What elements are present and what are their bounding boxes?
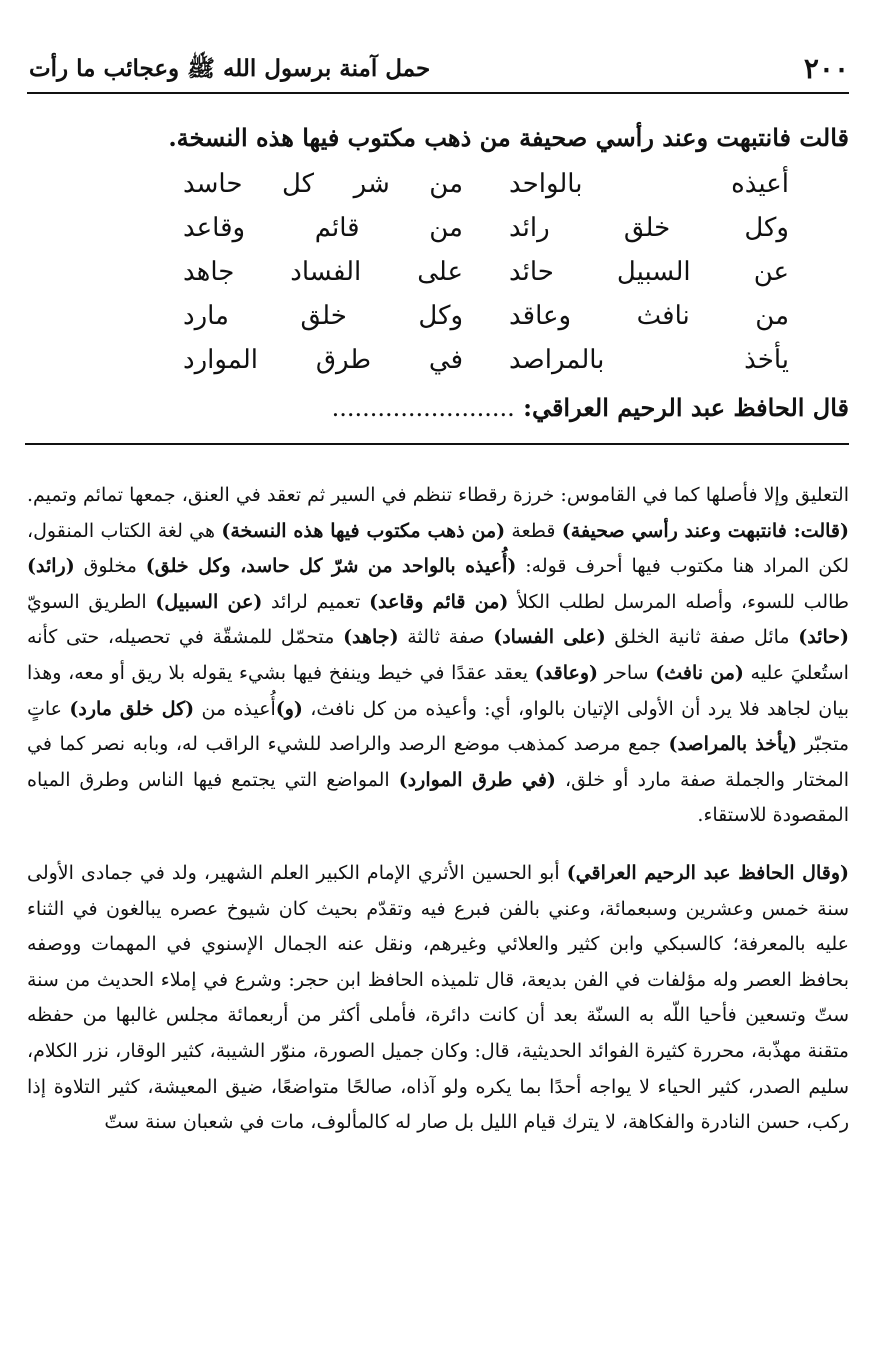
commentary-text: الطريق السويّ (27, 590, 156, 613)
verse-4-second-hemistich: وكل خلق مارد (183, 301, 463, 331)
verse-5-second-hemistich: في طرق الموارد (183, 345, 463, 375)
closing-dots: ........................ (331, 394, 515, 422)
commentary-text: أبو الحسين الأثري الإمام الكبير العلم الشهير، ولد في جمادى الأولى سنة خمس وعشرين وسبعمائة، وعني بالفن فبرع فيه وتقدّم بحيث كان شيوخ عصره يبالغون في الثناء عليه بالمعرفة؛ كالسبكي وابن كثير والعلائي وغيرهم، ونقل عنه الجمال الإسنوي في المهمات ووصفه بحافظ العصر وله مؤلفات في الفن بديعة، قال تلميذه الحافظ ابن حجر: وشرع في إملاء الحديث من سنة ستّ وتسعين فأحيا اللّه به السنّة بعد أن كانت دائرة، فأملى أكثر من أربعمائة مجلس غالبها من حفظه متقنة مهذّبة، محررة كثيرة الفوائد الحديثية، قال: وكان جميل الصورة، منوّر الشيبة، كثير الوقار، نزر الكلام، سليم الصدر، كثير الحياء لا يواجه أحدًا بما يكره ولو آذاه، صالحًا متواضعًا، ضيق المعيشة، كثير التلاوة إذا ركب، حسن النادرة والفكاهة، لا يترك قيام الليل بل صار له كالمألوف، مات في شعبان سنة ستّ (27, 861, 849, 1134)
page-number: ٢٠٠ (803, 52, 849, 85)
commentary-paragraph-1 (27, 478, 849, 834)
intro-line: قالت فانتبهت وعند رأسي صحيفة من ذهب مكتوب فيها هذه النسخة. (168, 123, 849, 152)
commentary-text: قطعة (505, 519, 562, 542)
commentary-text: ساحر (598, 661, 656, 684)
quoted-matn-phrase: (على الفساد) (493, 626, 606, 649)
verse-2-first-hemistich: وكل خلق رائد (509, 213, 789, 243)
commentary-text: أُعيذه من (194, 697, 276, 720)
verse-3-first-hemistich: عن السبيل حائد (509, 257, 789, 287)
commentary (27, 478, 849, 1141)
verse-3 (139, 250, 789, 294)
quoted-matn-phrase: (يأخذ بالمراصد) (668, 733, 798, 756)
verse-2 (139, 206, 789, 250)
commentary-text: طالب للسوء، وأصله المرسل لطلب الكلأ (508, 590, 850, 613)
commentary-text: هي لغة الكتاب المنقول، لكن المراد هنا مكتوب فيها أحرف قوله: (27, 519, 849, 578)
header-rule (27, 92, 849, 94)
verse-3-second-hemistich: على الفساد جاهد (183, 257, 463, 287)
quoted-matn-phrase: (رائد) (27, 555, 75, 578)
commentary-text: مائل صفة ثانية الخلق (605, 626, 799, 649)
verse-2-second-hemistich: من قائم وقاعد (183, 213, 463, 243)
commentary-text: متحمّل للمشقّة في تحصيله، حتى كأنه استُعليَ عليه (27, 626, 849, 684)
poem (139, 162, 789, 382)
quoted-matn-phrase: (وعاقد) (534, 661, 599, 684)
quoted-matn-phrase: (من قائم وقاعد) (369, 590, 509, 613)
quoted-matn-phrase: (وقال الحافظ عبد الرحيم العراقي) (566, 861, 849, 884)
commentary-paragraph-2 (27, 856, 849, 1141)
main-text (29, 116, 849, 428)
verse-5-first-hemistich: يأخذ بالمراصد (509, 345, 789, 375)
quoted-matn-phrase: (أُعيذه بالواحد من شرّ كل حاسد، وكل خلق) (145, 555, 517, 578)
quoted-matn-phrase: (و) (275, 697, 303, 720)
verse-5 (139, 338, 789, 382)
commentary-text: صفة ثالثة (398, 626, 494, 649)
quoted-matn-phrase: (كل خلق مارد) (69, 697, 195, 720)
quoted-matn-phrase: (في طرق الموارد) (398, 768, 556, 791)
quoted-matn-phrase: (من ذهب مكتوب فيها هذه النسخة) (221, 519, 506, 542)
footnote-separator (25, 443, 849, 445)
verse-1 (139, 162, 789, 206)
verse-4 (139, 294, 789, 338)
commentary-text: عاتٍ متجبّر (27, 697, 850, 756)
running-title: حمل آمنة برسول الله ﷺ وعجائب ما رأت (29, 55, 431, 82)
commentary-text: يعقد عقدًا في خيط وينفخ فيها بشيء يقوله بلا ريق أو معه، وهذا بيان لجاهد فلا يرد أن الأولى الإتيان بالواو، أي: وأعيذه من كل نافث، (27, 661, 849, 720)
quoted-matn-phrase: (عن السبيل) (155, 590, 263, 613)
closing-line (29, 388, 849, 428)
commentary-text: مخلوق (74, 555, 146, 578)
commentary-text: المواضع التي يجتمع فيها الناس وطرق المياه المقصودة للاستقاء. (27, 768, 849, 827)
quoted-matn-phrase: (قالت: فانتبهت وعند رأسي صحيفة) (561, 519, 849, 542)
verse-4-first-hemistich: من نافث وعاقد (509, 301, 789, 331)
quoted-matn-phrase: (حائد) (798, 626, 849, 649)
page-header (29, 50, 849, 96)
commentary-text: التعليق وإلا فأصلها كما في القاموس: خرزة رقطاء تنظم في السير ثم تعقد في العنق، جمعها تمائم وتميم. (27, 484, 849, 506)
closing-label: قال الحافظ عبد الرحيم العراقي: (523, 393, 849, 422)
quoted-matn-phrase: (من نافث) (655, 661, 744, 684)
verse-1-first-hemistich: أعيذه بالواحد (509, 169, 789, 199)
commentary-text: جمع مرصد كمذهب موضع الرصد والراصد للشيء الراقب له، وبابه نصر كما في المختار والجملة صفة مارد أو خلق، (27, 733, 850, 791)
commentary-text: تعميم لرائد (262, 590, 370, 613)
quoted-matn-phrase: (جاهد) (343, 626, 399, 649)
verse-1-second-hemistich: من شر كل حاسد (183, 169, 463, 199)
